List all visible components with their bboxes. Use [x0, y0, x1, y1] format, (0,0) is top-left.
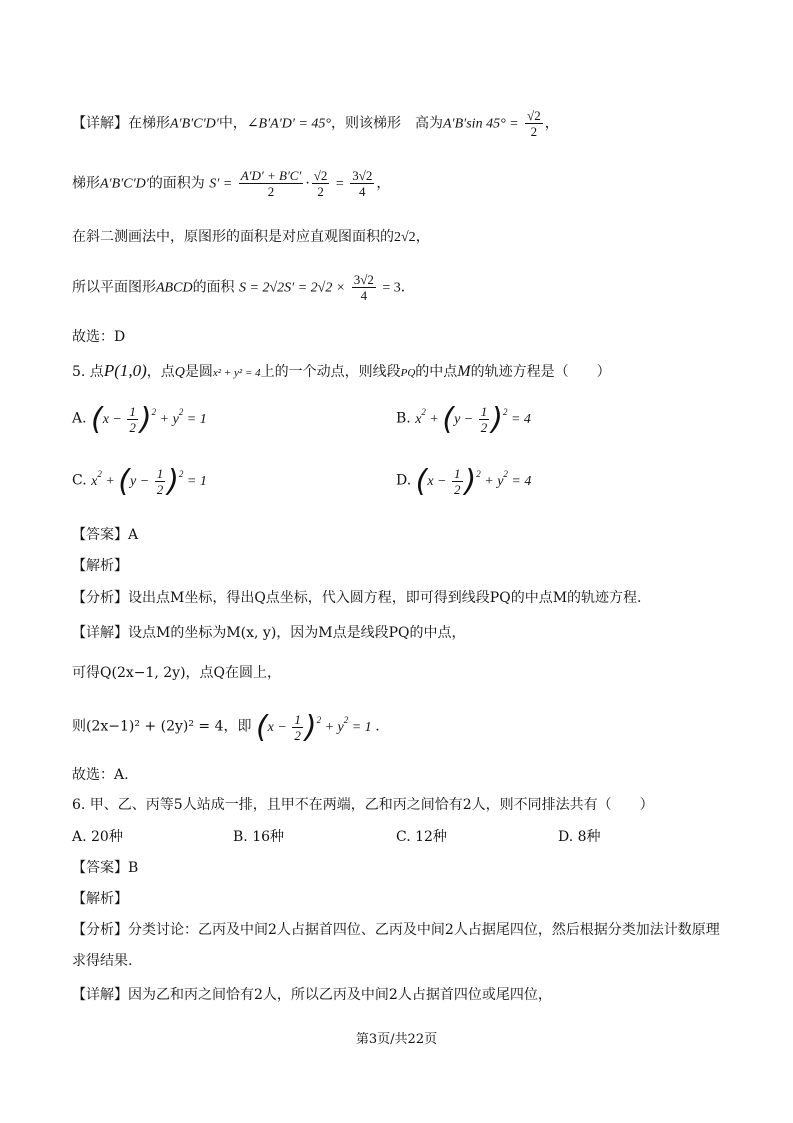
option-label: A.: [72, 410, 87, 427]
fraction: [350, 168, 374, 199]
denominator: 4: [360, 288, 368, 303]
detail-line-4: [72, 272, 415, 303]
option-label: B.: [396, 410, 411, 427]
q5-analysis: 【分析】设出点M坐标，得出Q点坐标，代入圆方程，即可得到线段PQ的中点M的轨迹方程.: [72, 590, 642, 606]
fraction: [239, 168, 304, 199]
text-fragment: ，: [376, 175, 391, 192]
option-c-formula: $x^2 + (y$ − $\frac{1}{2}$ )$^2$ = 1: [91, 463, 207, 499]
page-footer: 第3页/共22页: [355, 1032, 438, 1047]
question-6-stem: 6. 甲、乙、丙等5人站成一排，且甲不在两端，乙和丙之间恰有2人，则不同排法共有（ ）: [72, 797, 654, 813]
trapezoid-name: A′B′C′D′: [100, 176, 149, 192]
prev-answer: 故选：D: [72, 329, 126, 345]
q5-jiexi: 【解析】: [72, 558, 128, 574]
denominator: 4: [359, 184, 366, 199]
option-d: [396, 463, 532, 499]
text-fragment: 梯形: [72, 175, 100, 192]
text-fragment: 中，: [218, 115, 247, 132]
angle-expression: ∠B′A′D′ = 45°: [246, 116, 331, 132]
segment-pq: PQ: [400, 367, 416, 379]
point-p: P(1,0): [103, 361, 147, 380]
q6-analysis-1: 【分析】分类讨论：乙丙及中间2人占据首四位、乙丙及中间2人占据尾四位，然后根据分类加法计数原理: [72, 922, 720, 938]
option-d-formula: (x − $\frac{1}{2}$ )$^2 + y^2 = 4$: [415, 463, 532, 499]
text-fragment: 的轨迹方程是（ ）: [470, 364, 611, 380]
q6-detail: 【详解】因为乙和丙之间恰有2人，所以乙丙及中间2人占据首四位或尾四位，: [72, 987, 552, 1003]
q6-jiexi: 【解析】: [72, 891, 128, 907]
q6-option-d: D. 8种: [558, 829, 601, 845]
q5-detail-3: [72, 709, 380, 745]
text-fragment: ，: [415, 229, 430, 245]
text-fragment: 是圆: [184, 364, 213, 380]
text-fragment: 在斜二测画法中，原图形的面积是对应直观图面积的: [72, 229, 394, 245]
result: = 3: [382, 280, 401, 296]
option-label: C.: [72, 472, 87, 489]
text-fragment: ，点: [146, 364, 175, 380]
q5-select: 故选：A.: [72, 767, 129, 783]
detail-label: 【详解】在梯形: [72, 115, 170, 132]
text-fragment: 上的一个动点，则线段: [260, 364, 401, 380]
q5-detail-2: 可得Q(2x−1, 2y)，点Q在圆上，: [72, 665, 282, 681]
math-value: 2√2: [394, 230, 416, 245]
point-m: M: [457, 363, 471, 380]
fraction: [525, 108, 543, 139]
fraction: [352, 272, 376, 303]
option-a-formula: (x − $\frac{1}{2}$ )$^2 + y^2 = 1$: [91, 401, 207, 437]
numerator: A′D′ + B′C′: [240, 168, 302, 183]
question-5-stem: [72, 361, 611, 381]
detail-line-3: [72, 226, 430, 246]
option-a: [72, 401, 207, 437]
option-b: [396, 401, 531, 437]
q6-answer: 【答案】B: [72, 860, 139, 876]
text-fragment: 的面积为: [148, 175, 205, 192]
q6-option-b: B. 16种: [233, 829, 285, 845]
numerator: √2: [313, 168, 328, 183]
detail-line-2: [72, 168, 390, 199]
denominator: 2: [530, 124, 538, 139]
denominator: 2: [317, 184, 324, 199]
area-expression: S = 2√2S′ = 2√2 ×: [239, 280, 346, 296]
area-lhs: S′ =: [209, 176, 233, 192]
fraction: [312, 168, 330, 199]
circle-equation: x² + y² = 4: [212, 367, 261, 379]
point-q: Q: [174, 365, 185, 380]
text-fragment: .: [375, 718, 380, 735]
dot-operator: ·: [305, 175, 310, 192]
q6-option-a: A. 20种: [72, 829, 123, 845]
numerator: 3√2: [353, 272, 374, 287]
q6-analysis-2: 求得结果.: [72, 953, 133, 969]
q5-answer: 【答案】A: [72, 527, 139, 543]
denominator: 2: [267, 184, 275, 199]
option-c: [72, 463, 207, 499]
shape-name: ABCD: [156, 280, 193, 296]
text-fragment: ，: [544, 115, 559, 132]
detail-line-1: [72, 108, 559, 139]
height-expression: A′B′sin 45° =: [443, 116, 519, 132]
trapezoid-name: A′B′C′D′: [170, 116, 219, 132]
text-fragment: ，则该梯形 高为: [331, 115, 443, 132]
numerator: 3√2: [352, 168, 373, 183]
option-label: D.: [396, 472, 412, 489]
text-fragment: 所以平面图形: [72, 279, 156, 296]
question-number: 5. 点: [72, 364, 104, 380]
text-fragment: 的面积: [192, 279, 235, 296]
text-fragment: 的中点: [415, 364, 458, 380]
text-fragment: ．: [400, 279, 415, 296]
q5-detail-3-formula: (x − $\frac{1}{2}$ )$^2 + y^2 = 1$: [255, 709, 372, 745]
q5-detail-1: 【详解】设点M的坐标为M(x, y)，因为M点是线段PQ的中点，: [72, 625, 466, 641]
equals-sign: =: [335, 176, 344, 192]
numerator: √2: [527, 108, 541, 123]
text-fragment: 则(2x−1)² + (2y)² = 4，即: [72, 718, 252, 735]
option-b-formula: $x^2 + (y$ − $\frac{1}{2}$ )$^2$ = 4: [415, 401, 531, 437]
q6-option-c: C. 12种: [396, 829, 447, 845]
